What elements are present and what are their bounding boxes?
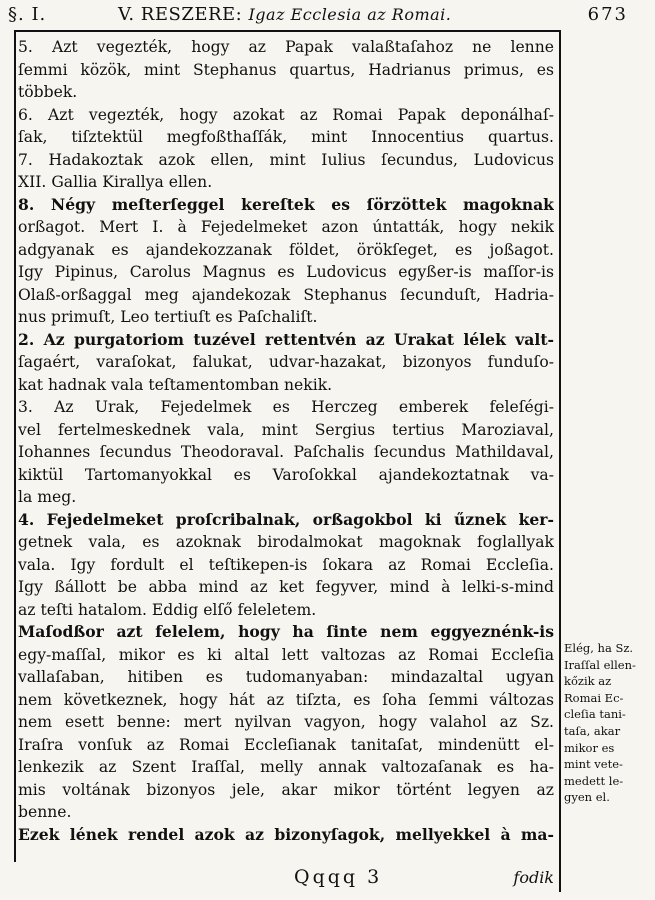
text-line: Maſodßor azt felelem, hogy ha ſinte nem eggyeznénk-is [18,622,554,641]
main-text-column [18,36,554,846]
right-column-rule [559,30,561,892]
text-line: ſagaért, varaſokat, falukat, udvar-hazakat, bizonyos funduſo- [18,353,554,371]
text-line: la meg. [18,488,77,506]
page-number: 673 [587,4,628,25]
text-line: 7. Hadakoztak azok ellen, mint Iulius ſecundus, Ludovicus [18,150,554,169]
text-line: ſak, tiſztektül megfoßthaſſák, mint Innocentius quartus. [18,128,554,146]
text-line: nem esett benne: mert nyilvan vagyon, hogy valahol az Sz. [18,713,554,731]
margin-note-line: Elég, ha Sz. [564,641,634,655]
footer-line [16,866,558,892]
margin-note-line: medett le- [564,773,624,788]
text-line: 3. Az Urak, Fejedelmek es Herczeg emberek feleſégi- [18,398,554,416]
left-column-rule [14,30,16,862]
catchword: fodik [513,868,554,887]
text-line: orßagot. Mert I. à Fejedelmeket azon úntatták, hogy nekik [18,218,554,236]
text-line: Igy Pipinus, Carolus Magnus es Ludovicus egyßer-is maſſor-is [18,263,554,281]
header-rule [14,30,560,32]
text-line: többek. [18,83,78,101]
text-line: Iraſra vonſuk az Romai Eccleſianak tanitaſat, mindenütt el- [18,735,554,754]
text-line: 4. Fejedelmeket proſcribalnak, orßagokbol ki űznek ker- [18,509,554,529]
running-title-italic: Igaz Ecclesia az Romai. [248,5,452,24]
running-title-caps: V. RESZERE: [118,4,243,25]
text-line: nem következnek, hogy hát az tiſzta, es ſoha ſemmi változas [18,690,554,709]
text-line: 6. Azt vegezték, hogy azokat az Romai Papak deponálhaſ- [18,105,554,124]
text-line: vala. Igy fordult el teſtikepen-is ſokara az Romai Eccleſia. [18,555,554,574]
margin-note-line: kőzik az [564,674,612,689]
text-line: getnek vala, es azoknak birodalmokat magoknak foglallyak [18,533,554,551]
text-line: az teſti hatalom. Eddig elſő feleletem. [18,600,317,619]
running-title [118,4,451,25]
signature-mark: Qqqq 3 [294,866,383,888]
text-line: benne. [18,803,72,821]
text-line: nus primuſt, Leo tertiuſt es Paſchaliſt. [18,308,318,326]
text-line: mis voltának bizonyos jele, akar mikor történt legyen az [18,780,554,799]
text-line: vallaſaban, hitiben es tudomanyaban: mindazaltal ugyan [18,668,554,686]
text-line: 2. Az purgatoriom tuzével rettentvén az Urakat lélek valt- [18,329,554,349]
text-line: ſemmi közök, mint Stephanus quartus, Hadrianus primus, es [18,60,554,79]
text-line: kiktül Tartomanyokkal es Varoſokkal ajandekoztatnak va- [18,465,554,484]
margin-note-line: cleſia tani- [564,707,626,722]
section-mark: §. I. [8,4,47,25]
margin-note-line: Iraſſal ellen- [564,657,636,672]
running-header [6,4,646,30]
text-line: egy-maſſal, mikor es ki altal lett valtozas az Romai Eccleſia [18,645,554,664]
text-line: kat hadnak vala teſtamentomban nekik. [18,375,333,394]
text-line: Iohannes ſecundus Theodoraval. Paſchalis ſecundus Mathildaval, [18,443,554,461]
text-line: Ezek lének rendel azok az bizonyſagok, mellyekkel à ma- [18,824,554,844]
text-line: Igy ßállott be abba mind az ket fegyver, mind à lelki-s-mind [18,578,554,596]
margin-note-line: Romai Ec- [564,690,624,705]
text-line: lenkezik az Szent Iraſſal, melly annak valtozaſanak es ha- [18,758,554,776]
margin-note-line: mikor es [564,740,615,755]
margin-note-line: mint vete- [564,757,623,772]
text-line: 8. Négy meſterſeggel kereſtek es ſörzöttek magoknak [18,194,554,214]
text-line: vel fertelmeskednek vala, mint Sergius tertius Maroziaval, [18,420,554,439]
text-line: 5. Azt vegezték, hogy az Papak valaßtaſahoz ne lenne [18,38,554,56]
text-line: adgyanak es ajandekozzanak földet, örökſeget, es joßagot. [18,240,554,259]
margin-note-line: taſa, akar [564,723,621,738]
margin-note [564,640,650,806]
text-line: Olaß-orßaggal meg ajandekozak Stephanus ſecunduſt, Hadria- [18,285,554,304]
margin-note-line: gyen el. [564,790,610,805]
text-line: XII. Gallia Kirallya ellen. [18,173,213,191]
